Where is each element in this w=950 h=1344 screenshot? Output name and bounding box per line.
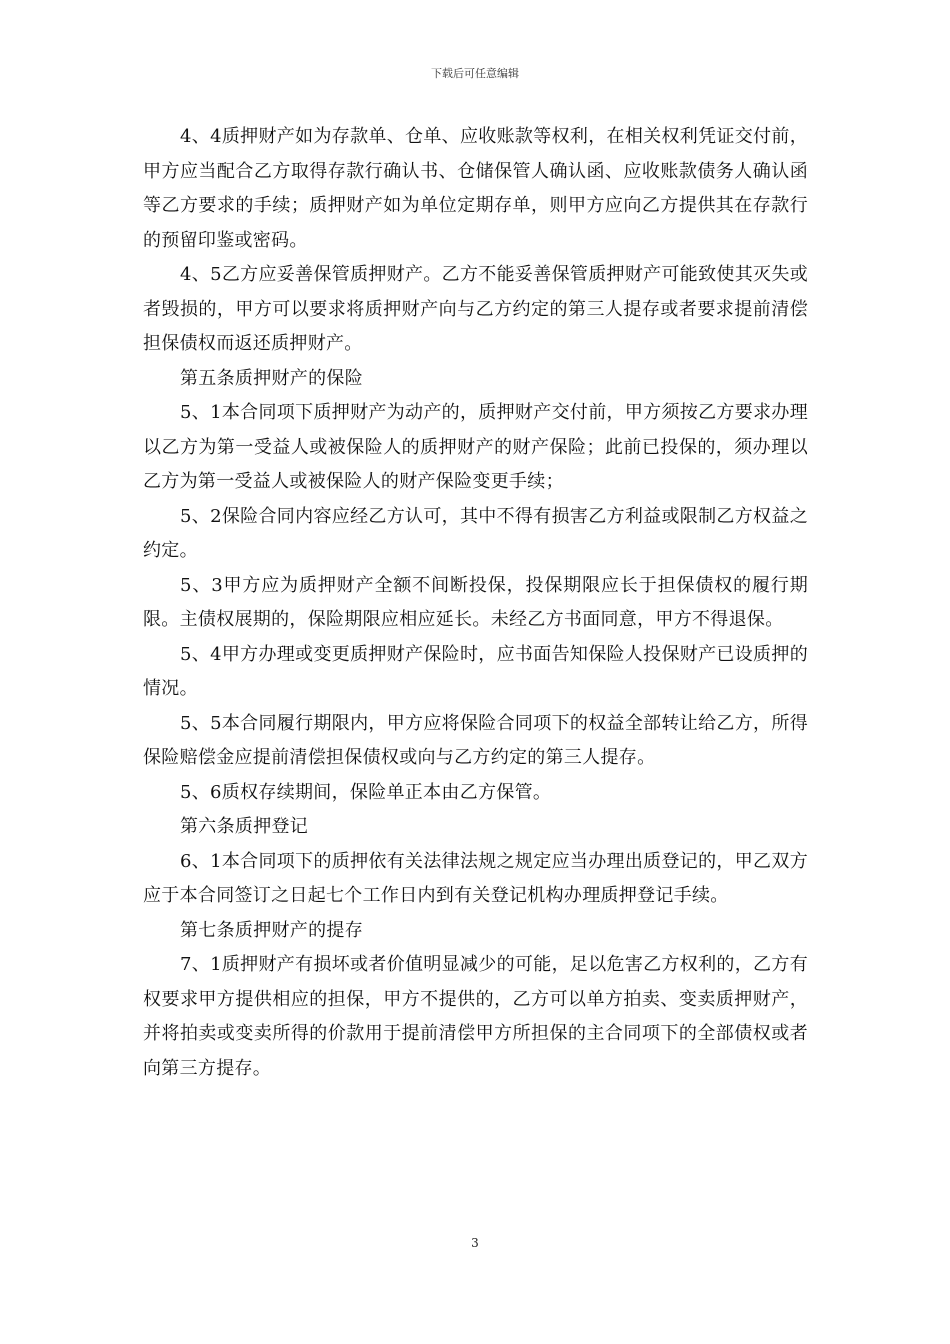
paragraph-5-4: 5、4甲方办理或变更质押财产保险时，应书面告知保险人投保财产已设质押的情况。 [143, 643, 808, 699]
paragraph-5-3: 5、3甲方应为质押财产全额不间断投保，投保期限应长于担保债权的履行期限。主债权展期的，保险期限应相应延长。未经乙方书面同意，甲方不得退保。 [143, 574, 808, 630]
paragraph-5-6: 5、6质权存续期间，保险单正本由乙方保管。 [180, 781, 552, 803]
paragraph-5-1: 5、1本合同项下质押财产为动产的，质押财产交付前，甲方须按乙方要求办理以乙方为第一受益人或被保险人的质押财产的财产保险；此前已投保的，须办理以乙方为第一受益人或被保险人的财产保险变更手续； [143, 402, 808, 492]
page-header-note: 下载后可任意编辑 [431, 67, 519, 80]
paragraph-6-1: 6、1本合同项下的质押依有关法律法规之规定应当办理出质登记的，甲乙双方应于本合同签订之日起七个工作日内到有关登记机构办理质押登记手续。 [143, 850, 808, 906]
paragraph-7-1: 7、1质押财产有损坏或者价值明显减少的可能，足以危害乙方权利的，乙方有权要求甲方提供相应的担保，甲方不提供的，乙方可以单方拍卖、变卖质押财产，并将拍卖或变卖所得的价款用于提前清偿甲方所担保的主合同项下的全部债权或者向第三方提存。 [143, 954, 808, 1079]
page-number: 3 [471, 1236, 479, 1250]
section-heading-7: 第七条质押财产的提存 [180, 919, 363, 941]
section-heading-5: 第五条质押财产的保险 [180, 367, 363, 389]
paragraph-5-5: 5、5本合同履行期限内，甲方应将保险合同项下的权益全部转让给乙方，所得保险赔偿金应提前清偿担保债权或向与乙方约定的第三人提存。 [143, 712, 808, 768]
document-body [143, 120, 808, 1086]
paragraph-4-5: 4、5乙方应妥善保管质押财产。乙方不能妥善保管质押财产可能致使其灭失或者毁损的，甲方可以要求将质押财产向与乙方约定的第三人提存或者要求提前清偿担保债权而返还质押财产。 [143, 264, 808, 354]
section-heading-6: 第六条质押登记 [180, 816, 309, 837]
paragraph-4-4: 4、4质押财产如为存款单、仓单、应收账款等权利，在相关权利凭证交付前，甲方应当配合乙方取得存款行确认书、仓储保管人确认函、应收账款债务人确认函等乙方要求的手续；质押财产如为单位定期存单，则甲方应向乙方提供其在存款行的预留印鉴或密码。 [143, 126, 808, 251]
paragraph-5-2: 5、2保险合同内容应经乙方认可，其中不得有损害乙方利益或限制乙方权益之约定。 [143, 505, 808, 561]
